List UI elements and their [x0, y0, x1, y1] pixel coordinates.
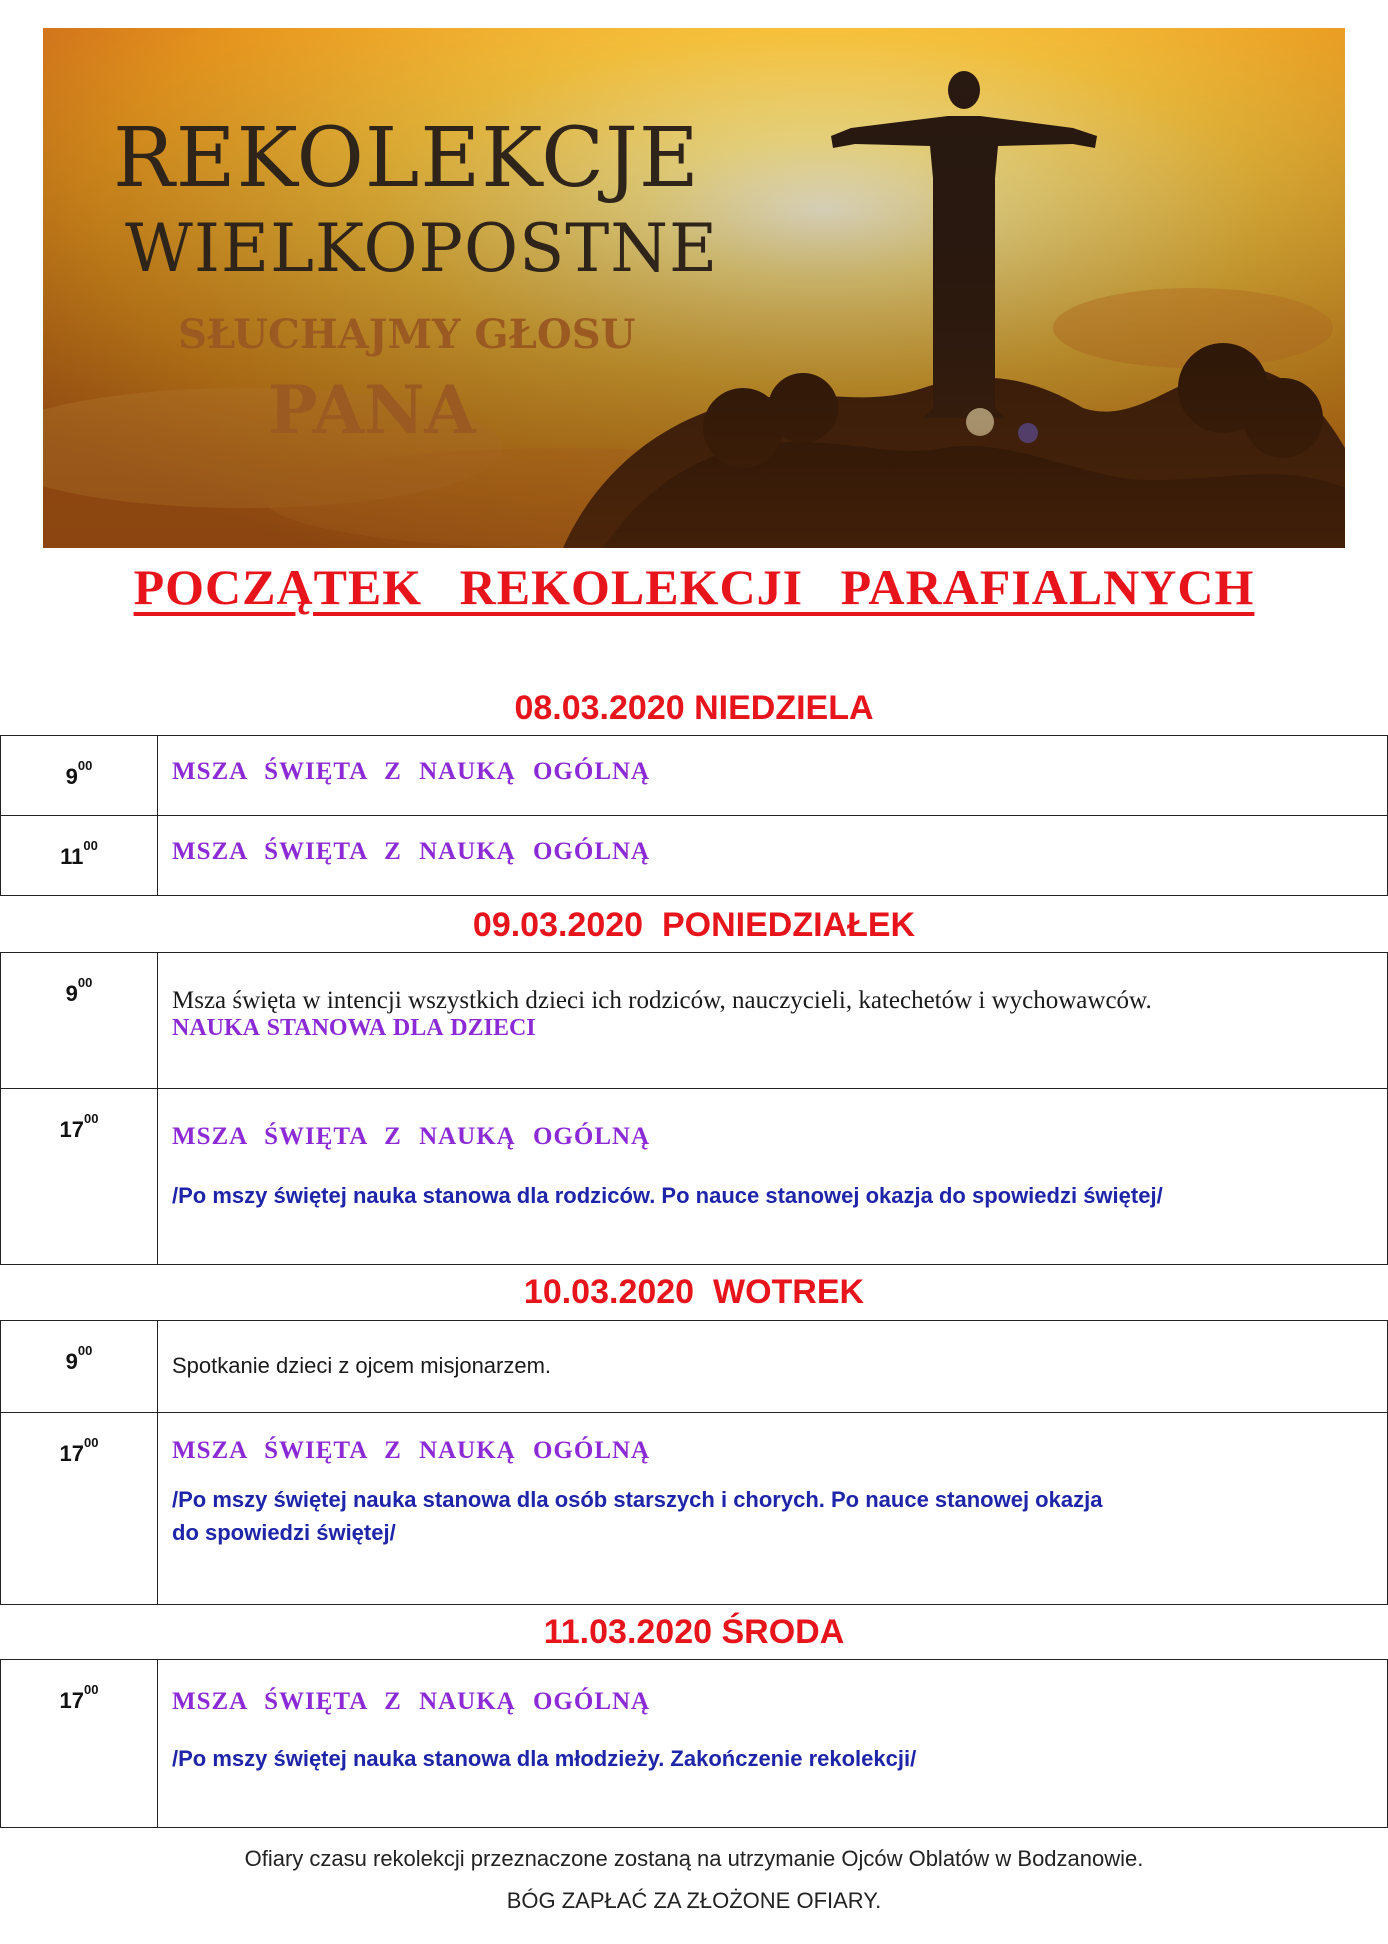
mass-label: MSZA ŚWIĘTA Z NAUKĄ OGÓLNĄ: [172, 1123, 651, 1150]
time-cell: [1, 736, 158, 816]
description-cell: [158, 953, 1388, 1089]
table-row: [1, 736, 1388, 816]
time-minutes: 00: [84, 1435, 99, 1450]
banner-title-line2: WIELKOPOSTNE: [125, 210, 719, 287]
table-row: [1, 1413, 1388, 1605]
time-minutes: 00: [83, 838, 98, 853]
mass-label: MSZA ŚWIĘTA Z NAUKĄ OGÓLNĄ: [172, 1437, 651, 1464]
children-teaching-label: NAUKA STANOWA DLA DZIECI: [172, 1015, 536, 1041]
schedule-table-3: [0, 1320, 1388, 1605]
banner-subtitle-line1: SŁUCHAJMY GŁOSU: [178, 311, 636, 358]
time-hour: 11: [60, 844, 84, 869]
time-minutes: 00: [77, 758, 93, 773]
table-row: [1, 1660, 1388, 1828]
note-text-line1: /Po mszy świętej nauka stanowa dla osób starszych i chorych. Po nauce stanowej okazja: [172, 1487, 1103, 1512]
banner-image: [43, 28, 1345, 548]
table-row: [1, 1089, 1388, 1265]
day-header-1: 08.03.2020 NIEDZIELA: [514, 689, 874, 727]
mass-label: MSZA ŚWIĘTA Z NAUKĄ OGÓLNĄ: [172, 838, 651, 865]
schedule-table-1: [0, 735, 1388, 896]
time-hour: 9: [65, 981, 78, 1006]
description-cell: [158, 1413, 1388, 1605]
meeting-text: Spotkanie dzieci z ojcem misjonarzem.: [172, 1353, 552, 1378]
day-header-4: 11.03.2020 ŚRODA: [543, 1613, 845, 1651]
mass-label: MSZA ŚWIĘTA Z NAUKĄ OGÓLNĄ: [172, 1688, 651, 1715]
time-hour: 17: [59, 1688, 84, 1713]
table-row: [1, 1321, 1388, 1413]
time-cell: [1, 1413, 158, 1605]
time-minutes: 00: [77, 1343, 93, 1358]
description-cell: [158, 736, 1388, 816]
schedule-table-2: [0, 952, 1388, 1265]
day-header-2: 09.03.2020 PONIEDZIAŁEK: [472, 906, 916, 944]
time-hour: 9: [65, 1349, 78, 1374]
note-text: /Po mszy świętej nauka stanowa dla młodzieży. Zakończenie rekolekcji/: [172, 1746, 917, 1771]
table-row: [1, 816, 1388, 896]
time-cell: [1, 1089, 158, 1265]
description-cell: [158, 816, 1388, 896]
description-cell: [158, 1089, 1388, 1265]
time-minutes: 00: [84, 1682, 99, 1697]
mass-intention-text: Msza święta w intencji wszystkich dzieci ich rodziców, nauczycieli, katechetów i wychowawców.: [172, 987, 1152, 1014]
mass-label: MSZA ŚWIĘTA Z NAUKĄ OGÓLNĄ: [172, 758, 651, 785]
time-cell: [1, 1321, 158, 1413]
time-hour: 17: [59, 1117, 84, 1142]
description-cell: [158, 1321, 1388, 1413]
page-title-text: POCZĄTEK REKOLEKCJI PARAFIALNYCH: [133, 559, 1255, 615]
note-text: /Po mszy świętej nauka stanowa dla rodziców. Po nauce stanowej okazja do spowiedzi świętej/: [172, 1183, 1163, 1208]
description-cell: [158, 1660, 1388, 1828]
time-cell: [1, 953, 158, 1089]
banner-title-line1: REKOLEKCJE: [113, 111, 700, 206]
time-minutes: 00: [84, 1111, 99, 1126]
banner-subtitle-line2: PANA: [268, 371, 476, 449]
footer-thanks-text: BÓG ZAPŁAĆ ZA ZŁOŻONE OFIARY.: [506, 1888, 882, 1913]
time-hour: 17: [59, 1441, 84, 1466]
time-cell: [1, 816, 158, 896]
day-header-3: 10.03.2020 WOTREK: [523, 1273, 865, 1311]
schedule-table-4: [0, 1659, 1388, 1828]
time-minutes: 00: [77, 975, 93, 990]
time-hour: 9: [65, 764, 78, 789]
note-text-line2: do spowiedzi świętej/: [172, 1520, 396, 1545]
footer-offerings-text: Ofiary czasu rekolekcji przeznaczone zostaną na utrzymanie Ojców Oblatów w Bodzanowie.: [244, 1846, 1144, 1871]
table-row: [1, 953, 1388, 1089]
time-cell: [1, 1660, 158, 1828]
page-title: [0, 558, 1388, 616]
